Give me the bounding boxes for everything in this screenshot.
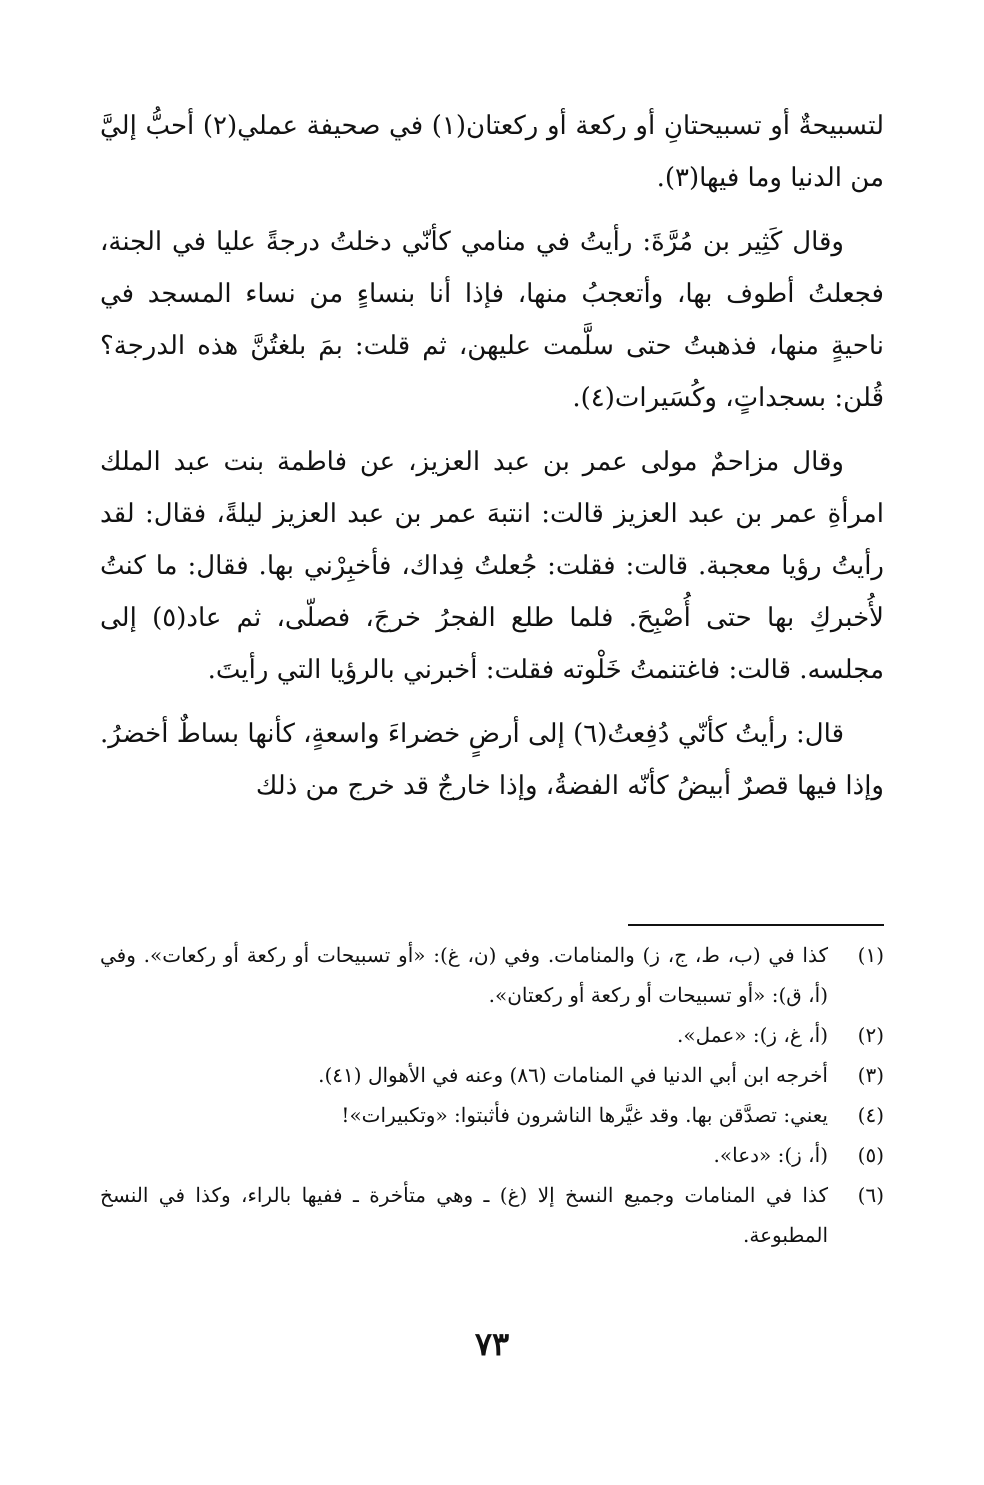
footnote-text: (أ، ز): «دعا». [713, 1143, 828, 1167]
paragraph-2: وقال كَثِير بن مُرَّةَ: رأيتُ في منامي كأنّي دخلتُ درجةً عليا في الجنة، فجعلتُ أطوف بها، وأتعجبُ منها، فإذا أنا بنساءٍ من نساء المسجد في ناحيةٍ منها، فذهبتُ حتى سلَّمت عليهن، ثم قلت: بمَ بلغتُنَّ هذه الدرجة؟ قُلن: بسجداتٍ، وكُسَيرات(٤). [100, 227, 884, 413]
paragraph-3: وقال مزاحمٌ مولى عمر بن عبد العزيز، عن فاطمة بنت عبد الملك امرأةِ عمر بن عبد العزيز قالت: انتبهَ عمر بن عبد العزيز ليلةً، فقال: لقد رأيتُ رؤيا معجبة. قالت: فقلت: جُعلتُ فِداك، فأخبِرْني بها. فقال: ما كنتُ لأُخبركِ بها حتى أُصْبِحَ. فلما طلع الفجرُ خرجَ، فصلّى، ثم عاد(٥) إلى مجلسه. قالت: فاغتنمتُ خَلْوته فقلت: أخبرني بالرؤيا التي رأيتَ. [100, 447, 884, 685]
footnote-text: (أ، غ، ز): «عمل». [677, 1023, 828, 1047]
footnote-4 [100, 1095, 884, 1135]
footnote-number: (٦) [857, 1183, 884, 1207]
paragraph-1: لتسبيحةٌ أو تسبيحتانِ أو ركعة أو ركعتان(١) في صحيفة عملي(٢) أحبُّ إليَّ من الدنيا وما فيها(٣). [100, 111, 884, 193]
footnote-number: (١) [857, 943, 884, 967]
footnote-number: (٣) [857, 1063, 884, 1087]
footnote-3 [100, 1055, 884, 1095]
footnote-2 [100, 1015, 884, 1055]
footnote-5 [100, 1135, 884, 1175]
footnote-number: (٤) [857, 1103, 884, 1127]
footnote-text: يعني: تصدَّقن بها. وقد غيَّرها الناشرون فأثبتوا: «وتكبيرات»! [341, 1103, 828, 1127]
footnotes [100, 935, 884, 1255]
footnote-number: (٢) [857, 1023, 884, 1047]
footnote-text: كذا في المنامات وجميع النسخ إلا (غ) ـ وهي متأخرة ـ ففيها بالراء، وكذا في النسخ المطبوعة. [100, 1183, 828, 1247]
page-number: ٧٣ [474, 1325, 510, 1363]
footnote-separator [628, 924, 884, 926]
footnote-6 [100, 1175, 884, 1255]
footnote-1 [100, 935, 884, 1015]
paragraph-4: قال: رأيتُ كأنّي دُفِعتُ(٦) إلى أرضٍ خضراءَ واسعةٍ، كأنها بساطٌ أخضرُ. وإذا فيها قصرٌ أبيضُ كأنّه الفضةُ، وإذا خارجٌ قد خرج من ذلك [100, 719, 884, 801]
footnote-text: أخرجه ابن أبي الدنيا في المنامات (٨٦) وعنه في الأهوال (٤١). [318, 1063, 828, 1087]
footnote-number: (٥) [857, 1143, 884, 1167]
footnote-text: كذا في (ب، ط، ج، ز) والمنامات. وفي (ن، غ): «أو تسبيحات أو ركعة أو ركعات». وفي (أ، ق): «أو تسبيحات أو ركعة أو ركعتان». [100, 943, 828, 1007]
main-text [100, 100, 884, 824]
